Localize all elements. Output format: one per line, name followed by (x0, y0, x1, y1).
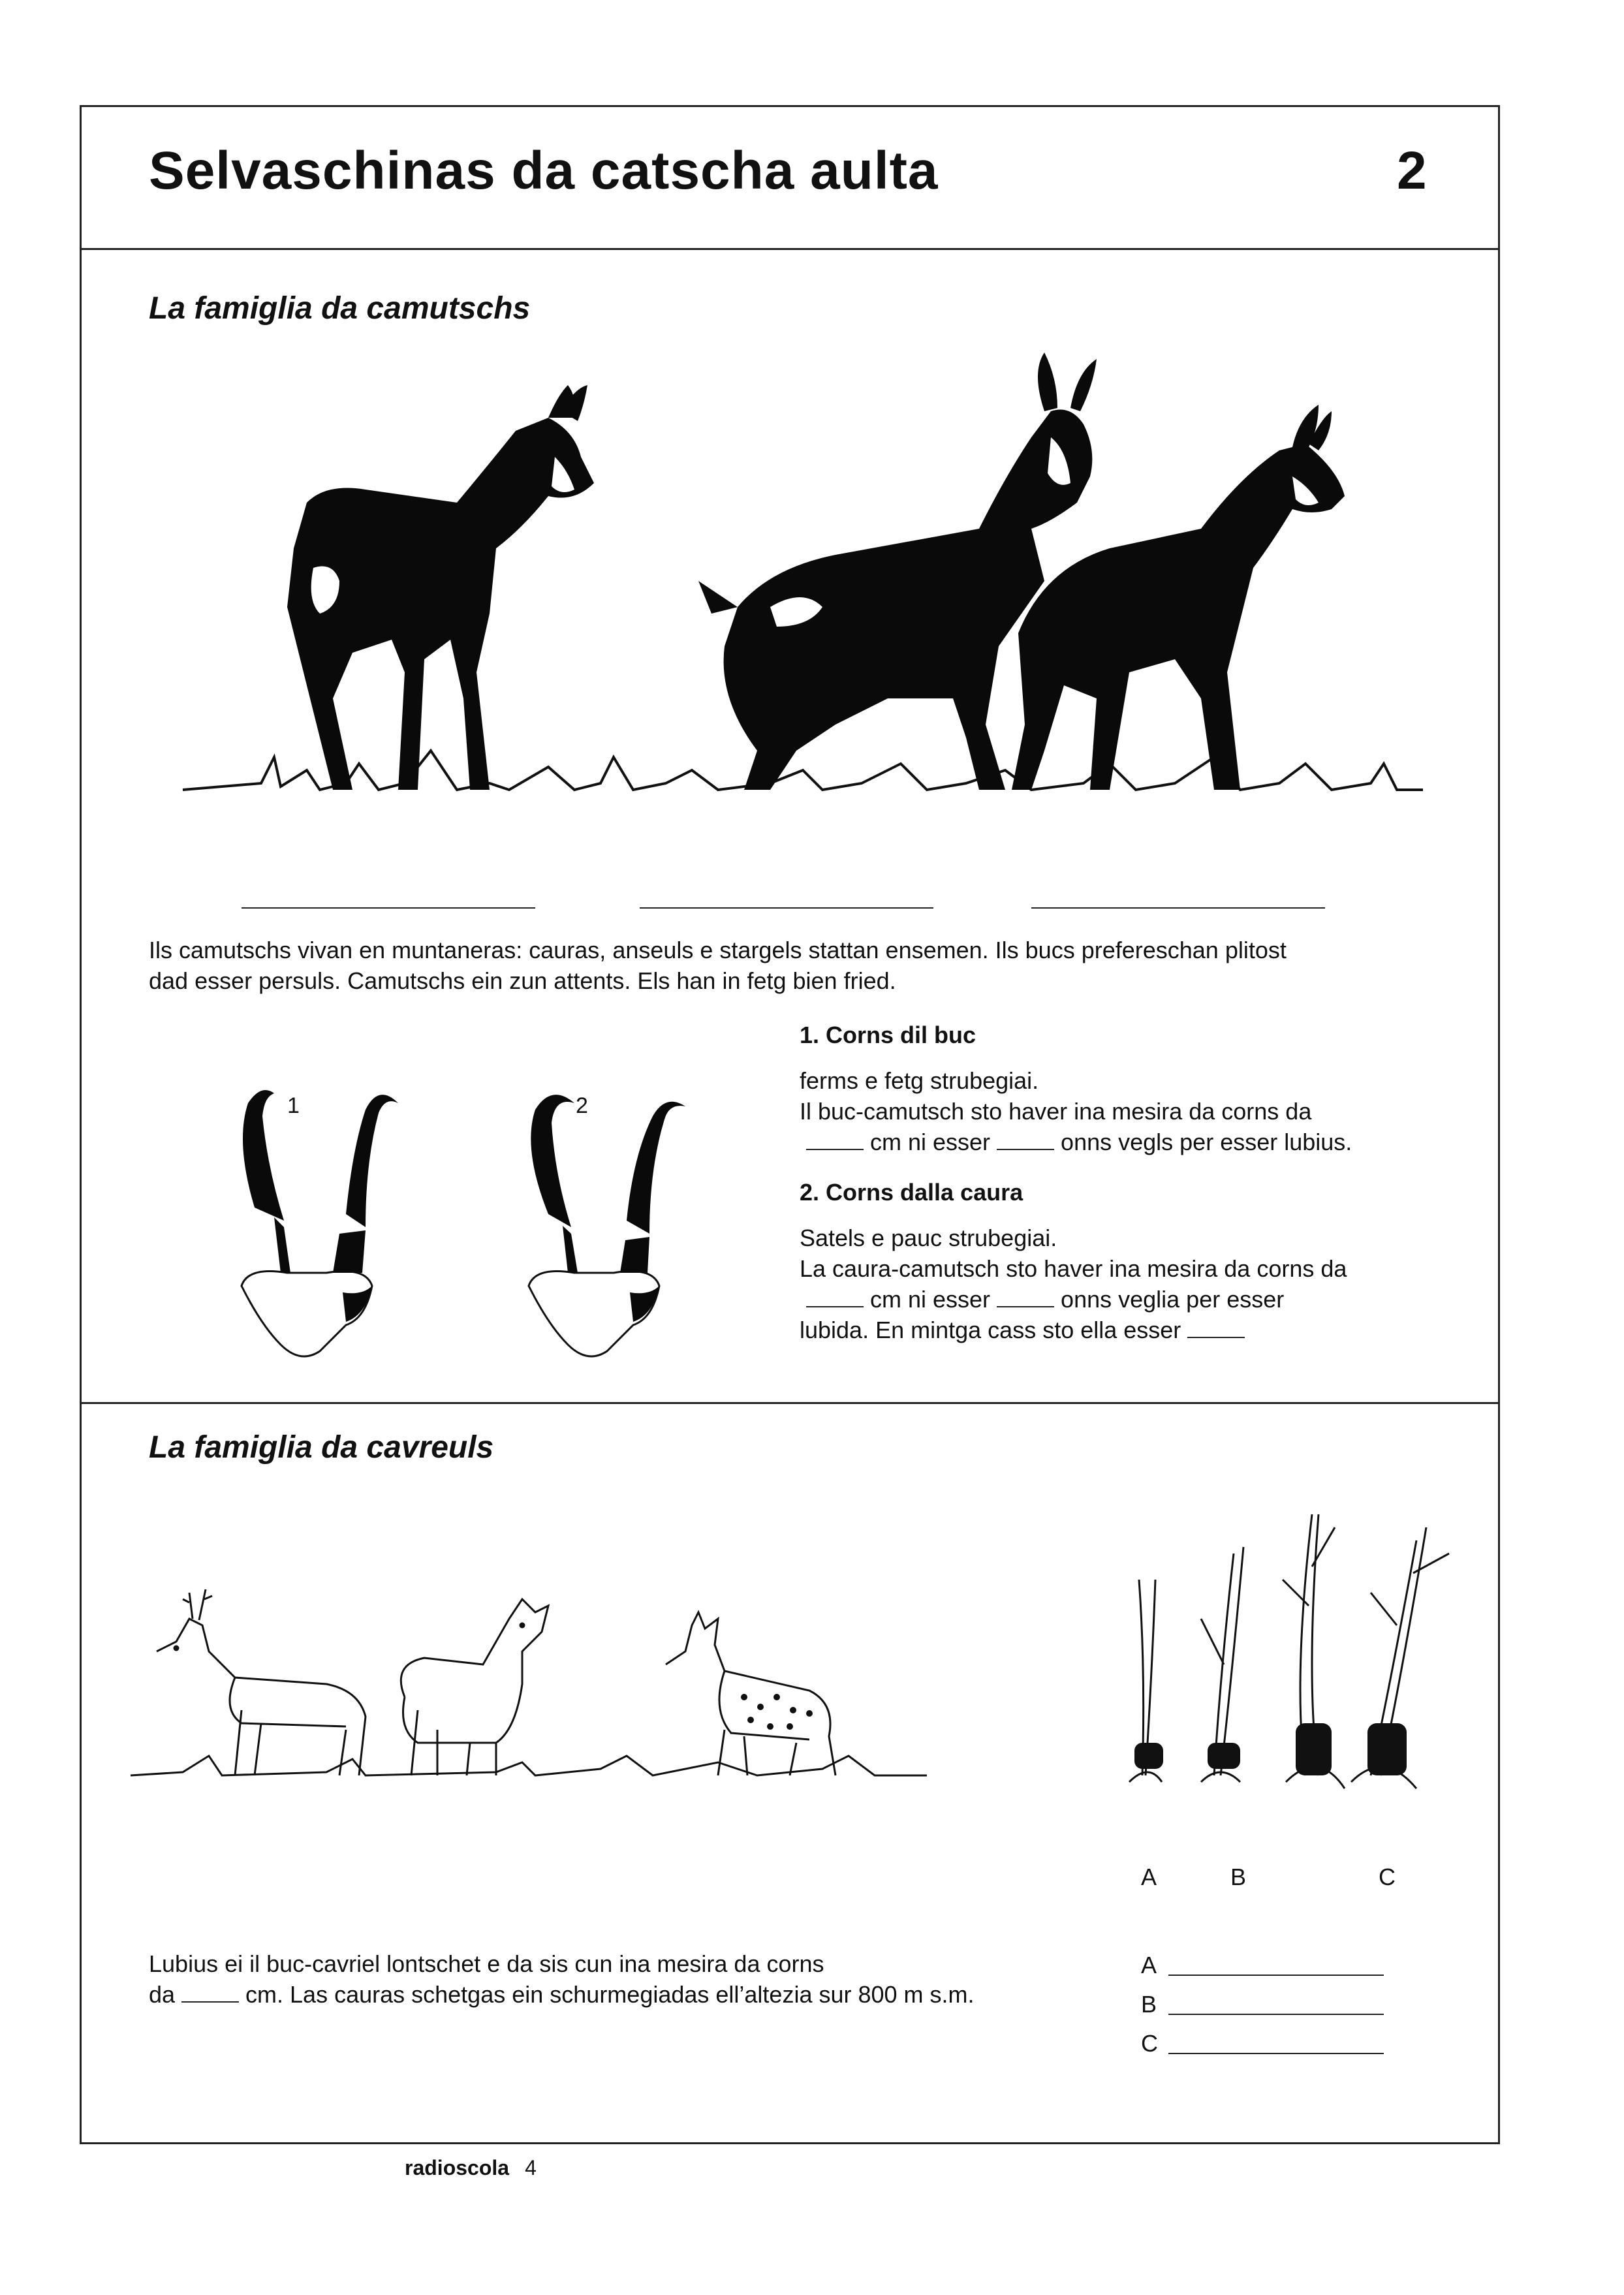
chamois-horns-female (490, 1077, 698, 1364)
item2-blank-years[interactable] (997, 1287, 1054, 1307)
item2-heading: 2. Corns dalla caura (800, 1179, 1023, 1206)
antler-label-c: C (1379, 1864, 1396, 1890)
answer-line-3[interactable] (1031, 907, 1325, 909)
horn-label-2: 2 (576, 1093, 588, 1118)
answer-line-c[interactable] (1168, 2053, 1384, 2054)
item2-blank-condition[interactable] (1187, 1317, 1245, 1338)
answer-label-a: A (1141, 1952, 1157, 1978)
roe-deer-illustration (131, 1580, 940, 1802)
answer-line-1[interactable] (242, 907, 535, 909)
page-footer (405, 2156, 537, 2180)
item1-heading: 1. Corns dil buc (800, 1022, 976, 1048)
roe-antlers-illustration (1110, 1475, 1488, 1841)
item2-blank-cm[interactable] (806, 1287, 864, 1307)
footer-page-number: 4 (525, 2156, 537, 2179)
item1-line-3: cm ni esser onns vegls per esser lubius. (800, 1127, 1352, 1157)
antler-label-b: B (1230, 1864, 1247, 1890)
antler-label-a: A (1141, 1864, 1157, 1890)
roe-text-line-1: Lubius ei il buc-cavriel lontschet e da sis cun ina mesira da corns (149, 1950, 824, 1977)
horn-label-1: 1 (287, 1093, 300, 1118)
answer-line-a[interactable] (1168, 1975, 1384, 1976)
chamois-horns-buck (202, 1077, 411, 1364)
item2-line-2: La caura-camutsch sto haver ina mesira da corns da (800, 1255, 1347, 1282)
section-divider (80, 1402, 1500, 1404)
roe-text-line-2: da cm. Las cauras schetgas ein schurmegiadas ell’altezia sur 800 m s.m. (149, 1981, 975, 2008)
item2-line-3: cm ni esser onns veglia per esser (800, 1284, 1284, 1315)
publisher-name: radioscola (405, 2156, 510, 2179)
chamois-illustration (183, 333, 1449, 829)
intro-text-line-2: dad esser persuls. Camutschs ein zun attents. Els han in fetg bien fried. (149, 967, 896, 994)
item1-blank-years[interactable] (997, 1129, 1054, 1150)
roe-blank-cm[interactable] (181, 1982, 239, 2003)
item1-line-2: Il buc-camutsch sto haver ina mesira da corns da (800, 1098, 1312, 1125)
header-divider (80, 248, 1500, 250)
item2-line-1: Satels e pauc strubegiai. (800, 1225, 1057, 1251)
item2-line-4: lubida. En mintga cass sto ella esser (800, 1315, 1251, 1345)
section-title-chamois: La famiglia da camutschs (149, 291, 531, 326)
section-title-roe: La famiglia da cavreuls (149, 1430, 494, 1465)
item1-blank-cm[interactable] (806, 1129, 864, 1150)
worksheet-number: 2 (1397, 141, 1427, 200)
page-title: Selvaschinas da catscha aulta (149, 141, 939, 200)
answer-label-c: C (1141, 2030, 1158, 2057)
answer-label-b: B (1141, 1991, 1157, 2018)
intro-text-line-1: Ils camutschs vivan en muntaneras: cauras, anseuls e stargels stattan ensemen. Ils bucs prefereschan plitost (149, 937, 1287, 963)
answer-line-b[interactable] (1168, 2014, 1384, 2015)
item1-line-1: ferms e fetg strubegiai. (800, 1067, 1039, 1094)
answer-line-2[interactable] (640, 907, 933, 909)
